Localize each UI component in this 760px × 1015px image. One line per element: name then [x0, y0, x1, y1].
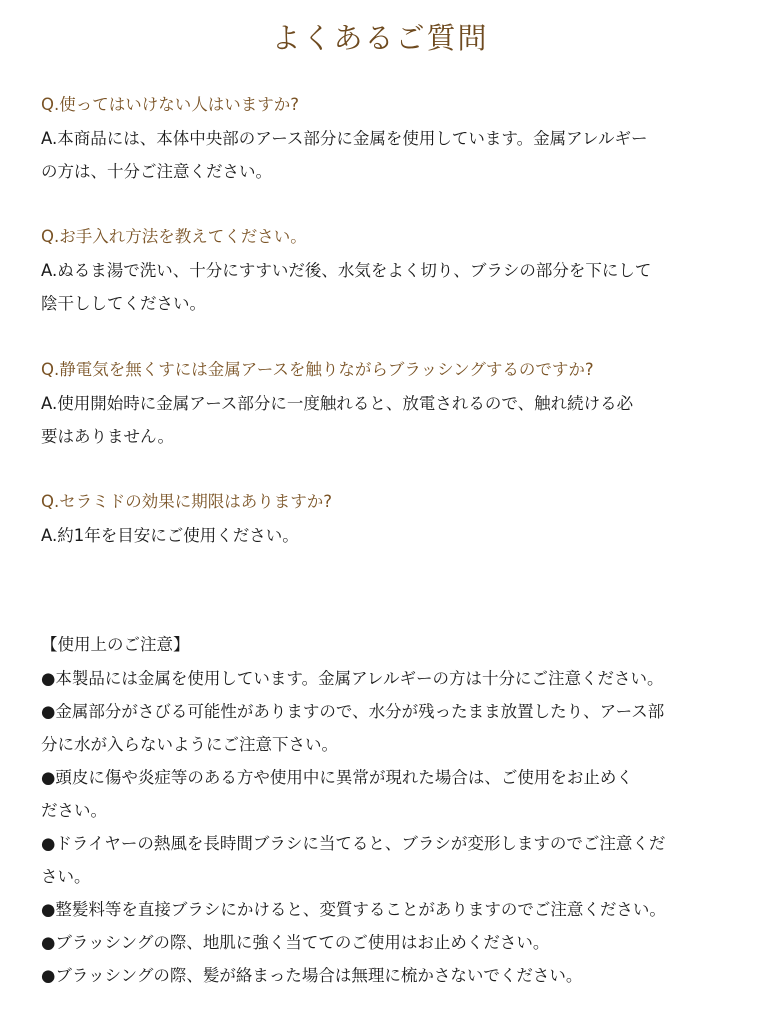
- usage-note-4-line-2: さい。: [41, 867, 91, 886]
- usage-note-3-line-1: ●頭皮に傷や炎症等のある方や使用中に異常が現れた場合は、ご使用をお止めく: [41, 768, 633, 787]
- usage-note-4: [41, 827, 731, 893]
- usage-note-6-line-1: ●ブラッシングの際、地肌に強く当ててのご使用はお止めください。: [41, 933, 550, 952]
- faq-question-3: Q.静電気を無くすには金属アースを触りながらブラッシングするのですか?: [41, 360, 594, 379]
- usage-note-7-line-1: ●ブラッシングの際、髪が絡まった場合は無理に梳かさないでください。: [41, 966, 583, 985]
- usage-note-2-line-1: ●金属部分がさびる可能性がありますので、水分が残ったまま放置したり、アース部: [41, 702, 665, 721]
- usage-note-6: [41, 926, 731, 959]
- faq-answer-1-line-1: A.本商品には、本体中央部のアース部分に金属を使用しています。金属アレルギー: [41, 129, 648, 148]
- faq-item-1: [41, 88, 731, 188]
- usage-note-5-line-1: ●整髪料等を直接ブラシにかけると、変質することがありますのでご注意ください。: [41, 900, 666, 919]
- usage-note-2: [41, 695, 731, 761]
- faq-answer-3-line-1: A.使用開始時に金属アース部分に一度触れると、放電されるので、触れ続ける必: [41, 394, 634, 413]
- faq-item-3: [41, 353, 731, 453]
- faq-question-1: Q.使ってはいけない人はいますか?: [41, 95, 299, 114]
- faq-answer-2-line-1: A.ぬるま湯で洗い、十分にすすいだ後、水気をよく切り、ブラシの部分を下にして: [41, 261, 652, 280]
- faq-item-4: [41, 485, 731, 552]
- faq-item-2: [41, 220, 731, 320]
- usage-note-2-line-2: 分に水が入らないようにご注意下さい。: [41, 735, 338, 754]
- usage-note-3-line-2: ださい。: [41, 801, 107, 820]
- faq-question-4: Q.セラミドの効果に期限はありますか?: [41, 492, 332, 511]
- usage-note-4-line-1: ●ドライヤーの熱風を長時間ブラシに当てると、ブラシが変形しますのでご注意くだ: [41, 834, 666, 853]
- page-title: よくあるご質問: [271, 21, 489, 55]
- usage-note-3: [41, 761, 731, 827]
- usage-note-7: [41, 959, 731, 992]
- faq-answer-3-line-2: 要はありません。: [41, 427, 174, 446]
- faq-question-2: Q.お手入れ方法を教えてください。: [41, 227, 307, 246]
- usage-note-5: [41, 893, 731, 926]
- faq-answer-1-line-2: の方は、十分ご注意ください。: [41, 162, 272, 181]
- usage-notes: [41, 628, 731, 992]
- usage-notes-heading: 【使用上のご注意】: [41, 635, 190, 654]
- faq-answer-2-line-2: 陰干ししてください。: [41, 294, 206, 313]
- usage-note-1: [41, 662, 731, 695]
- faq-answer-4-line-1: A.約1年を目安にご使用ください。: [41, 526, 299, 545]
- usage-note-1-line-1: ●本製品には金属を使用しています。金属アレルギーの方は十分にご注意ください。: [41, 669, 664, 688]
